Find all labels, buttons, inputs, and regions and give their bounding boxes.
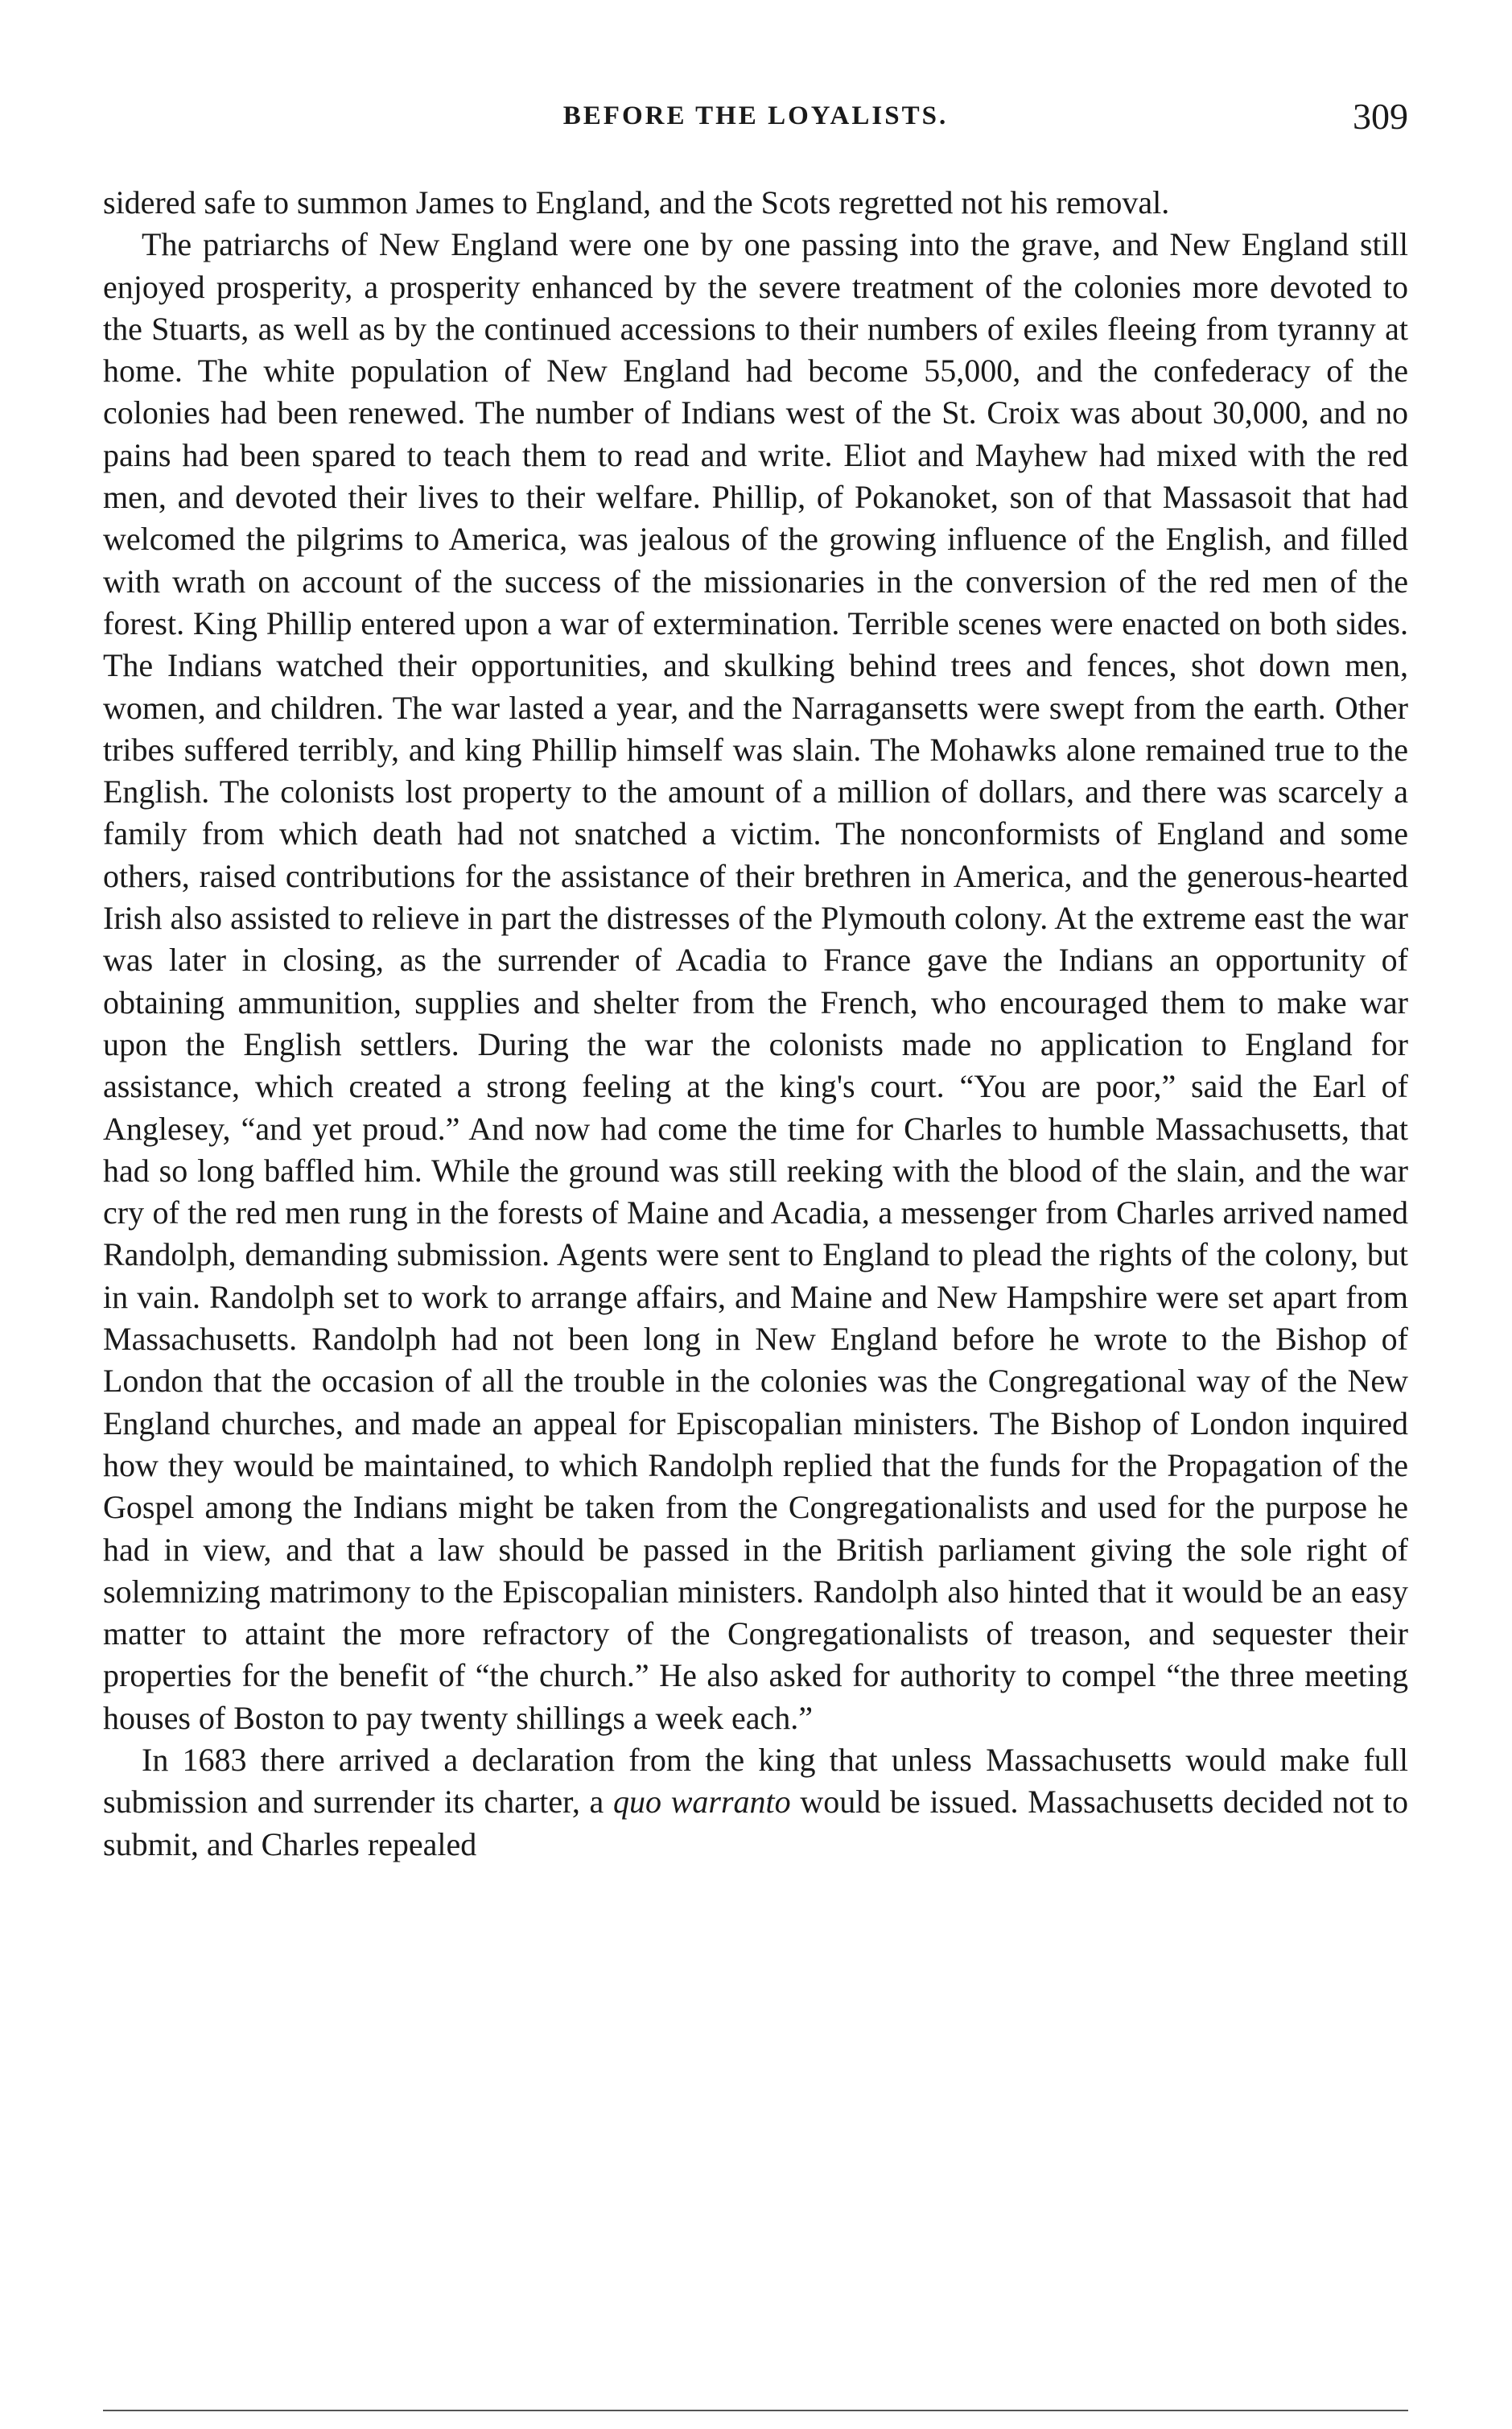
paragraph-text-end: would be issued. Massachusetts decided not to submit, and Charles repealed (103, 1784, 1409, 1862)
latin-phrase: quo warranto (613, 1784, 791, 1821)
paragraph-text-start: In 1683 there arrived a declaration from the king that unless Massachusetts would make full submission and surrender its charter, a (103, 1741, 1408, 1821)
paragraph-patriarchs: The patriarchs of New England were one by one passing into the grave, and New England still enjoyed prosperity, a prosperity enhanced by the severe treatment of the colonies more devoted to the Stuarts, as well as by the continued accessions to their numbers of exiles fleeing from tyranny at home. The white population of New England had become 55,000, and the confederacy of the colonies had been renewed. The number of Indians west of the St. Croix was about 30,000, and no pains had been spared to teach them to read and write. Eliot and Mayhew had mixed with the red men, and devoted their lives to their welfare. Phillip, of Pokanoket, son of that Massasoit that had welcomed the pilgrims to America, was jealous of the growing influence of the English, and filled with wrath on account of the success of the missionaries in the conversion of the red men of the forest. King Phillip entered upon a war of extermination. Terrible scenes were enacted on both sides. The Indians watched their opportunities, and skulking behind trees and fences, shot down men, women, and children. The war lasted a year, and the Narragansetts were swept from the earth. Other tribes suffered terribly, and king Phillip himself was slain. The Mohawks alone remained true to the English. The colonists lost property to the amount of a million of dollars, and there was scarcely a family from which death had not snatched a victim. The nonconformists of England and some others, raised contributions for the assistance of their brethren in America, and the generous-hearted Irish also assisted to relieve in part the distresses of the Plymouth colony. At the extreme east the war was later in closing, as the surrender of Acadia to France gave the Indians an opportunity of obtaining ammunition, supplies and shelter from the French, who encouraged them to make war upon the English settlers. During the war the colonists made no application to England for assistance, which created a strong feeling at the king's court. “You are poor,” said the Earl of Anglesey, “and yet proud.” And now had come the time for Charles to humble Massachusetts, that had so long baffled him. While the ground was still reeking with the blood of the slain, and the war cry of the red men rung in the forests of Maine and Acadia, a messenger from Charles arrived named Randolph, demanding submission. Agents were sent to England to plead the rights of the colony, but in vain. Randolph set to work to arrange affairs, and Maine and New Hampshire were set apart from Massachusetts. Randolph had not been long in New England before he wrote to the Bishop of London that the occasion of all the trouble in the colonies was the Congregational way of the New England churches, and made an appeal for Episcopalian ministers. The Bishop of London inquired how they would be maintained, to which Randolph replied that the funds for the Propagation of the Gospel among the Indians might be taken from the Congregationalists and used for the purpose he had in view, and that a law should be passed in the British parliament giving the sole right of solemnizing matrimony to the Episcopalian ministers. Randolph also hinted that it would be an easy matter to attaint the more refractory of the Congregationalists of treason, and sequester their properties for the benefit of “the church.” He also asked for authority to compel “the three meeting houses of Boston to pay twenty shillings a week each.” (103, 226, 1408, 1736)
body-text (103, 182, 1408, 1866)
running-head (103, 95, 1408, 143)
bottom-rule (103, 2410, 1408, 2411)
paragraph-declaration (103, 1739, 1408, 1866)
page-number: 309 (1353, 96, 1408, 137)
paragraph-continued: sidered safe to summon James to England, and the Scots regretted not his removal. (103, 184, 1170, 221)
running-title: BEFORE THE LOYALISTS. (562, 101, 949, 130)
